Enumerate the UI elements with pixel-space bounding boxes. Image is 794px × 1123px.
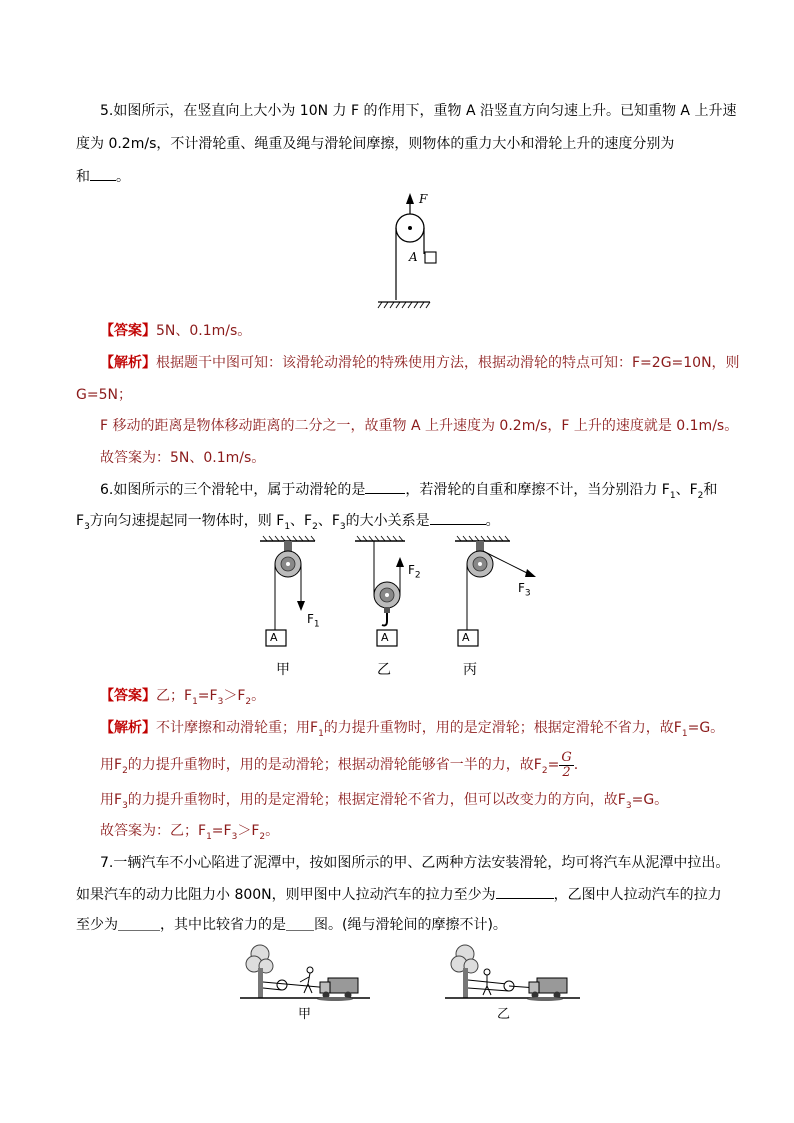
q6-label-F3-sub: 3: [524, 588, 531, 599]
q6-line2-mid: 方向匀速提起同一物体时，则 F: [89, 513, 285, 529]
q6-answer-blank-1: [365, 479, 405, 494]
q6-label-F1: [307, 612, 320, 629]
q6-a2-fraction: [559, 751, 573, 780]
q6-label-F1-letter: F: [307, 612, 314, 626]
q5-analysis-tag: 【解析】: [100, 355, 156, 371]
q7-caption-yi: 乙: [497, 1007, 511, 1022]
q5-figure-label-F: F: [419, 192, 428, 206]
q6-a3-end: =G。: [631, 792, 669, 808]
q5-text-line1: 5.如图所示，在竖直向上大小为 10N 力 F 的作用下，重物 A 沿竖直方向匀速上升。已知重物 A 上升速: [100, 103, 737, 119]
q6-a2-denominator: 2: [562, 764, 571, 780]
q7-text-line2: [76, 884, 722, 905]
q5-answer-line: [100, 321, 251, 341]
q6-c-sub3: 3: [231, 831, 238, 842]
q6-line1-sep: 、F: [675, 482, 698, 498]
q6-label-F2-sub: 2: [414, 570, 421, 581]
q5-answer-tag: 【答案】: [100, 323, 156, 339]
q6-three-pulleys-figure: [255, 535, 545, 655]
q6-label-F2-letter: F: [408, 563, 415, 577]
q6-caption-yi: 乙: [377, 662, 391, 678]
q7-answer-blank-2: ＿＿＿: [118, 917, 160, 933]
q5-line3-suffix: 。: [116, 169, 130, 185]
q6-answer-sub2: 2: [245, 696, 252, 707]
q6-c-sub1: 1: [206, 831, 212, 842]
q5-answer-text: 5N、0.1m/s。: [156, 323, 252, 339]
q6-block-A2: A: [381, 631, 389, 644]
q5-analysis-text1: 根据题干中图可知：该滑轮动滑轮的特殊使用方法，根据动滑轮的特点可知：F=2G=10N，则: [156, 355, 740, 371]
q7-answer-blank-1: [496, 884, 554, 899]
q6-a2-part2: 的力提升重物时，用的是动滑轮；根据动滑轮能够省一半的力，故F: [127, 757, 542, 773]
q6-line2-sub3: 3: [84, 521, 90, 532]
q6-text-line2: [76, 510, 500, 537]
q7-line3-part1: 至少为: [76, 917, 118, 933]
q7-line3-end: 图。(绳与滑轮间的摩擦不计)。: [314, 917, 507, 933]
q6-a1-part2: 的力提升重物时，用的是定滑轮；根据定滑轮不省力，故F: [323, 720, 682, 736]
q7-text-line3: [76, 915, 507, 935]
q7-figure-yi: [445, 940, 580, 1005]
q6-answer-part1: 乙；F: [156, 688, 193, 704]
q6-answer-end: 。: [251, 688, 266, 704]
q6-c-part1: 故答案为：乙；F: [100, 823, 207, 839]
q6-a1-sub2: 1: [681, 728, 688, 739]
q6-label-F2: [408, 563, 421, 580]
q5-figure-label-A: A: [409, 250, 418, 264]
q6-c-sub2: 2: [259, 831, 266, 842]
q5-analysis-line2: G=5N；: [76, 387, 132, 403]
q5-conclusion: 故答案为：5N、0.1m/s。: [100, 450, 266, 466]
q6-analysis-text1: [156, 720, 725, 739]
q5-text-line3: [76, 166, 130, 187]
q6-caption-bing: 丙: [463, 662, 477, 678]
q6-line1-end: 和: [703, 482, 718, 498]
q5-pulley-figure: [370, 190, 440, 315]
q7-figure-jia: [240, 940, 370, 1005]
q7-line2-part2: ，乙图中人拉动汽车的拉力: [553, 887, 722, 903]
q6-line2-subc: 3: [339, 521, 346, 532]
q6-line2-subb: 2: [312, 521, 318, 532]
q6-label-F3-letter: F: [518, 581, 525, 595]
q6-c-part2: =F: [211, 823, 232, 839]
q6-label-F3: [518, 581, 531, 598]
q6-a3-part2: 的力提升重物时，用的是定滑轮；根据定滑轮不省力，但可以改变力的方向，故F: [127, 792, 626, 808]
q6-a3-part1: 用F: [100, 792, 123, 808]
q6-c-end: 。: [265, 823, 280, 839]
q6-line2-suba: 1: [284, 521, 291, 532]
q6-line2-sep2: 、F: [317, 513, 340, 529]
q6-analysis-line3: [100, 790, 668, 816]
q6-a2-part1: 用F: [100, 757, 123, 773]
q6-line1-part1: 6.如图所示的三个滑轮中，属于动滑轮的是: [100, 482, 366, 498]
q6-answer-blank-2: [430, 510, 486, 525]
q6-line1-sub2: 2: [697, 490, 704, 501]
q5-line3-prefix: 和: [76, 169, 90, 185]
q7-line3-part2: ，其中比较省力的是: [160, 917, 286, 933]
q6-answer-sub1: 1: [192, 696, 198, 707]
q6-analysis-line2: [100, 750, 578, 780]
q6-line2-end: 的大小关系是: [345, 513, 430, 529]
q7-answer-blank-3: ＿＿: [286, 917, 314, 933]
q5-analysis-line3: F 移动的距离是物体移动距离的二分之一，故重物 A 上升速度为 0.2m/s，F 上升的速度就是 0.1m/s。: [100, 418, 739, 434]
q6-block-A3: A: [462, 631, 470, 644]
q6-a1-part1: 不计摩擦和动滑轮重；用F: [156, 720, 319, 736]
q5-analysis-line1: [100, 353, 740, 373]
q6-line2-period: 。: [485, 513, 500, 529]
q6-a2-eq: =: [547, 757, 560, 773]
q6-line1-sub1: 1: [669, 490, 676, 501]
q6-analysis-line1: [100, 718, 724, 744]
q6-conclusion: [100, 821, 279, 847]
q6-line1-part2: ，若滑轮的自重和摩擦不计，当分别沿力 F: [405, 482, 670, 498]
q6-answer-text: [156, 688, 266, 707]
q6-a3-sub2: 3: [625, 800, 632, 811]
q6-a2-sub2: 2: [541, 765, 548, 776]
q6-answer-line: [100, 686, 265, 712]
q7-caption-jia: 甲: [298, 1007, 312, 1022]
q6-block-A1: A: [270, 631, 278, 644]
q6-answer-tag: 【答案】: [100, 688, 156, 704]
q6-label-F1-sub: 1: [313, 619, 320, 630]
q6-answer-part2: =F: [197, 688, 218, 704]
q6-answer-part3: ＞F: [223, 688, 246, 704]
q6-answer-sub3: 3: [217, 696, 224, 707]
q5-answer-blank: [90, 166, 116, 181]
q6-a2-sub1: 2: [122, 765, 128, 776]
q6-c-part3: ＞F: [237, 823, 260, 839]
q6-analysis-tag: 【解析】: [100, 720, 156, 736]
q7-text-line1: 7.一辆汽车不小心陷进了泥潭中，按如图所示的甲、乙两种方法安装滑轮，均可将汽车从泥潭中拉出。: [100, 855, 730, 871]
q6-a2-end: .: [573, 757, 579, 773]
q6-a1-end: =G。: [687, 720, 725, 736]
q5-text-line2: 度为 0.2m/s，不计滑轮重、绳重及绳与滑轮间摩擦，则物体的重力大小和滑轮上升的速度分别为: [76, 136, 675, 152]
q6-a2-numerator: G: [561, 749, 572, 765]
q6-text-line1: [100, 479, 717, 506]
q6-line2-F: F: [76, 513, 85, 529]
q6-caption-jia: 甲: [276, 662, 290, 678]
q7-line2-part1: 如果汽车的动力比阻力小 800N，则甲图中人拉动汽车的拉力至少为: [76, 887, 496, 903]
q6-a1-sub1: 1: [318, 728, 324, 739]
q6-line2-sep1: 、F: [290, 513, 313, 529]
q6-a3-sub1: 3: [122, 800, 128, 811]
